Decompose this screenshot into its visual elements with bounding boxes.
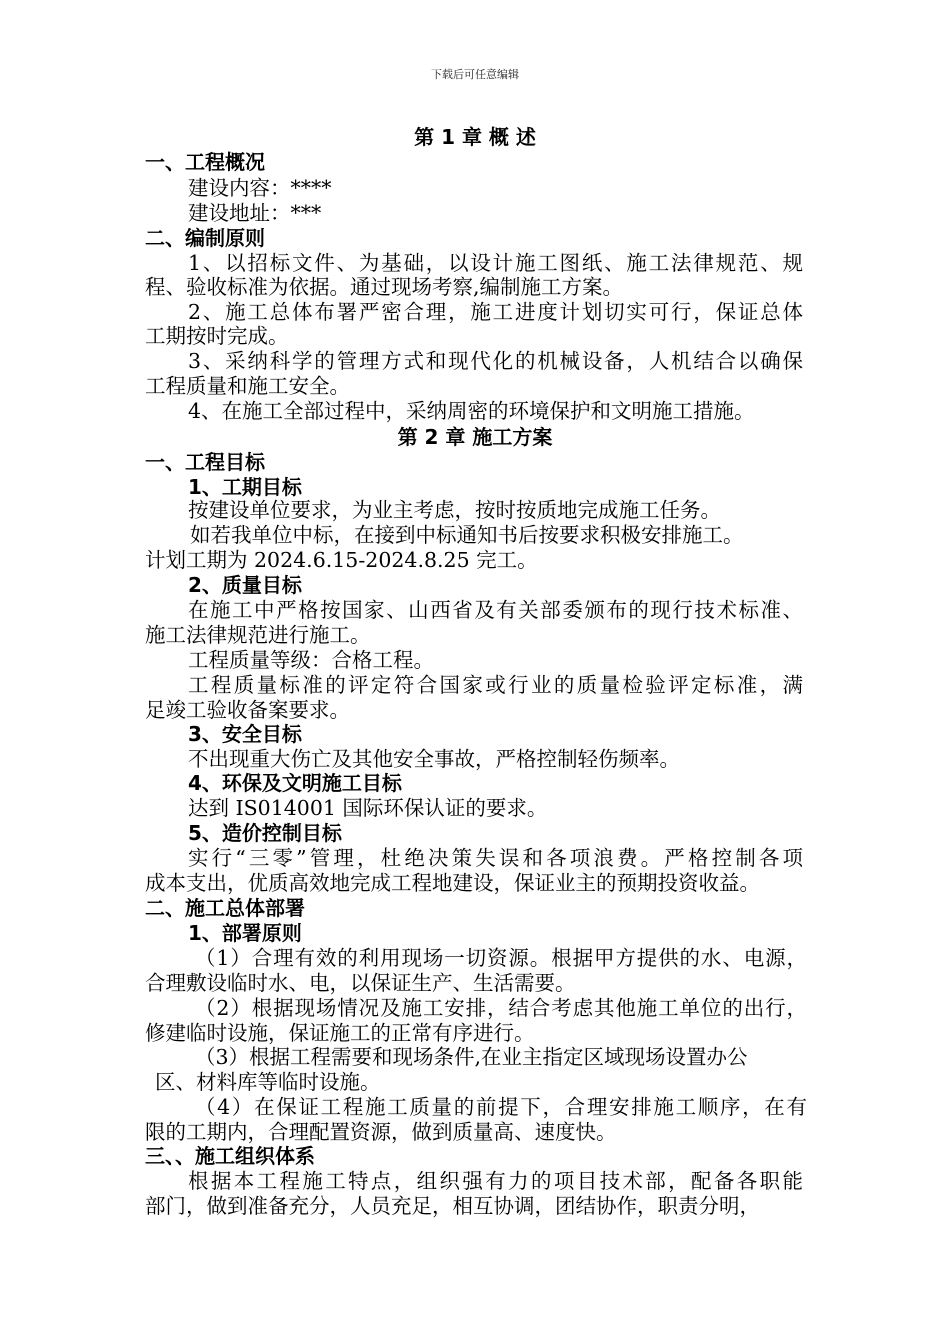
paragraph-line: 部门，做到准备充分，人员充足，相互协调，团结协作，职责分明， bbox=[145, 1194, 760, 1218]
paragraph-line: 成本支出，优质高效地完成工程地建设，保证业主的预期投资收益。 bbox=[145, 871, 760, 895]
section-title: 三、、施工组织体系 bbox=[145, 1144, 315, 1168]
paragraph-line: 合理敷设临时水、电，以保证生产、生活需要。 bbox=[145, 971, 576, 995]
paragraph-line: 足竣工验收备案要求。 bbox=[145, 698, 350, 722]
paragraph-line: 2、施工总体布署严密合理，施工进度计划切实可行，保证总体 bbox=[188, 300, 803, 324]
paragraph-line: 按建设单位要求，为业主考虑，按时按质地完成施工任务。 bbox=[188, 498, 721, 522]
subsection-title: 1、部署原则 bbox=[188, 921, 302, 945]
paragraph-line: 3、采纳科学的管理方式和现代化的机械设备，人机结合以确保 bbox=[188, 349, 803, 373]
section-title: 一、工程目标 bbox=[145, 450, 265, 474]
subsection-title: 4、环保及文明施工目标 bbox=[188, 771, 402, 795]
subsection-title: 5、造价控制目标 bbox=[188, 821, 342, 845]
page-header: 下载后可任意编辑 bbox=[431, 68, 519, 81]
section-title: 二、施工总体部署 bbox=[145, 896, 305, 920]
paragraph-line: 不出现重大伤亡及其他安全事故，严格控制轻伤频率。 bbox=[188, 747, 680, 771]
paragraph-line: 程、验收标准为依据。通过现场考察,编制施工方案。 bbox=[145, 275, 624, 299]
paragraph-line: 建设内容：**** bbox=[188, 176, 332, 200]
paragraph-line: 1、以招标文件、为基础，以设计施工图纸、施工法律规范、规 bbox=[188, 251, 803, 275]
paragraph-line: 实行“三零”管理，杜绝决策失误和各项浪费。严格控制各项 bbox=[188, 846, 803, 870]
paragraph-line: 施工法律规范进行施工。 bbox=[145, 623, 371, 647]
paragraph-line: 工程质量标准的评定符合国家或行业的质量检验评定标准，满 bbox=[188, 673, 803, 697]
paragraph-line: 区、材料库等临时设施。 bbox=[155, 1070, 381, 1094]
paragraph-line: （4）在保证工程施工质量的前提下，合理安排施工顺序，在有 bbox=[195, 1095, 807, 1119]
paragraph-line: 限的工期内，合理配置资源，做到质量高、速度快。 bbox=[145, 1120, 617, 1144]
paragraph-line: （2）根据现场情况及施工安排，结合考虑其他施工单位的出行， bbox=[195, 996, 807, 1020]
subsection-title: 1、工期目标 bbox=[188, 475, 302, 499]
paragraph-line: 4、在施工全部过程中，采纳周密的环境保护和文明施工措施。 bbox=[188, 399, 755, 423]
paragraph-line: 计划工期为 2024.6.15-2024.8.25 完工。 bbox=[145, 548, 538, 572]
paragraph-line: （1）合理有效的利用现场一切资源。根据甲方提供的水、电源， bbox=[195, 946, 807, 970]
paragraph-line: 工程质量等级：合格工程。 bbox=[188, 648, 434, 672]
paragraph-line: 根据本工程施工特点，组织强有力的项目技术部，配备各职能 bbox=[188, 1169, 803, 1193]
chapter-2-title: 第 2 章 施工方案 bbox=[397, 425, 553, 449]
subsection-title: 3、安全目标 bbox=[188, 722, 302, 746]
paragraph-line: 工期按时完成。 bbox=[145, 324, 289, 348]
paragraph-line: （3）根据工程需要和现场条件,在业主指定区域现场设置办公 bbox=[195, 1045, 748, 1069]
section-title: 一、工程概况 bbox=[145, 150, 265, 174]
chapter-1-title: 第 1 章 概 述 bbox=[414, 125, 536, 149]
paragraph-line: 如若我单位中标，在接到中标通知书后按要求积极安排施工。 bbox=[190, 523, 744, 547]
paragraph-line: 达到 IS014001 国际环保认证的要求。 bbox=[188, 796, 548, 820]
paragraph-line: 建设地址：*** bbox=[188, 201, 322, 225]
section-title: 二、编制原则 bbox=[145, 226, 265, 250]
paragraph-line: 在施工中严格按国家、山西省及有关部委颁布的现行技术标准、 bbox=[188, 598, 803, 622]
paragraph-line: 修建临时设施，保证施工的正常有序进行。 bbox=[145, 1021, 535, 1045]
paragraph-line: 工程质量和施工安全。 bbox=[145, 374, 350, 398]
subsection-title: 2、质量目标 bbox=[188, 573, 302, 597]
